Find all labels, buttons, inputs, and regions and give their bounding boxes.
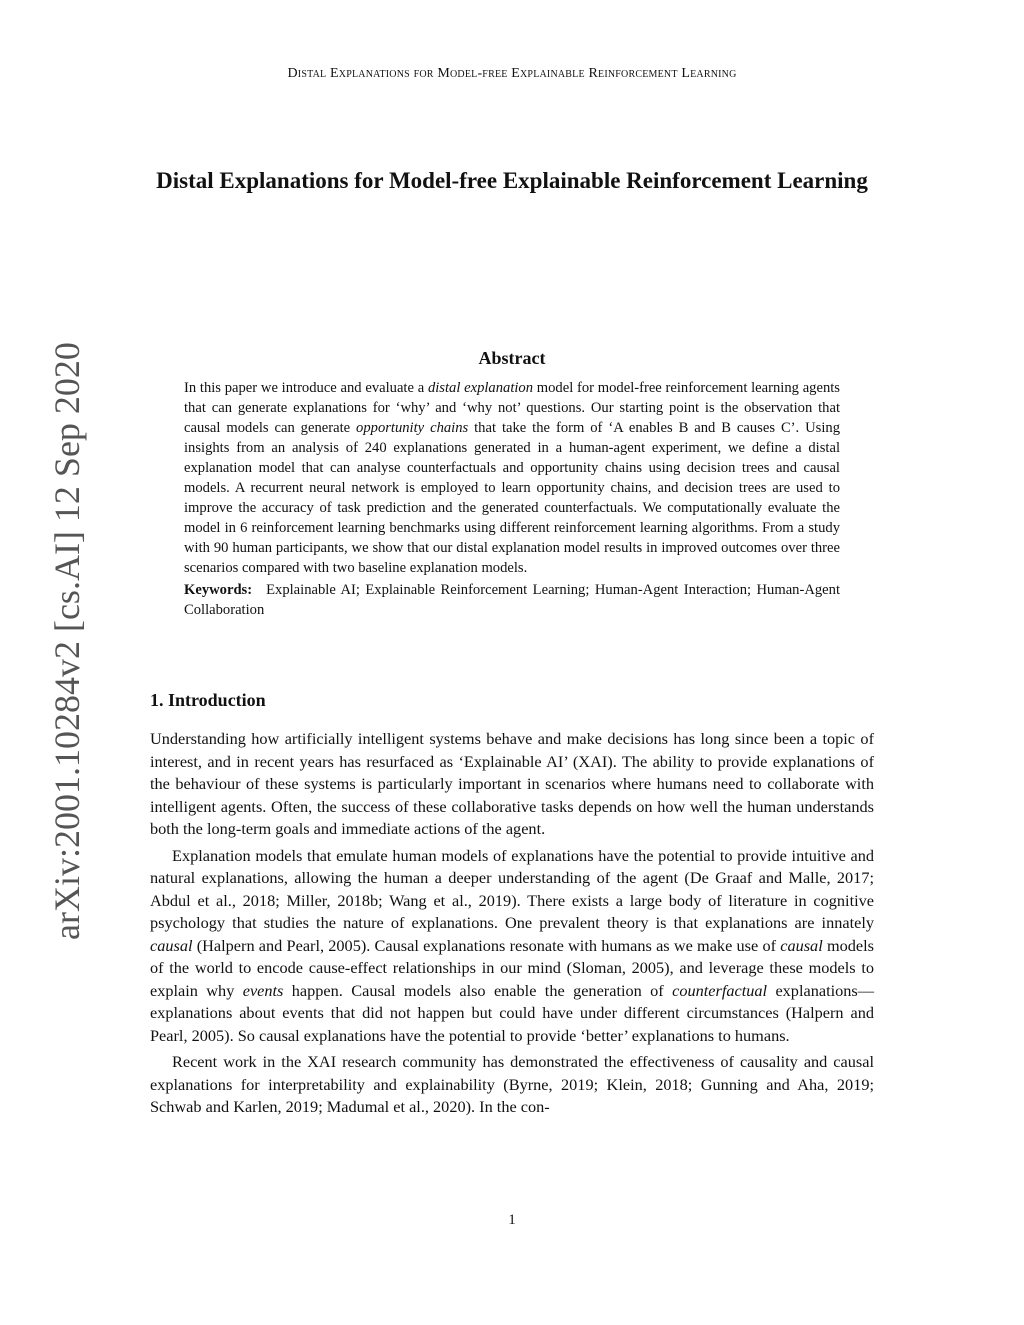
abstract-heading: Abstract bbox=[478, 348, 546, 368]
abstract-emphasis: opportunity chains bbox=[356, 420, 469, 436]
abstract-body bbox=[184, 378, 840, 620]
paragraph-1: Understanding how artificially intelligent systems behave and make decisions has long since been a topic of interest, and in recent years has resurfaced as ‘Explainable AI’ (XAI). The ability to provide explanations of the behaviour of these systems is particularly important in scenarios where humans need to collaborate with intelligent agents. Often, the success of these collaborative tasks depends on how well the human understands both the long-term goals and immediate actions of the agent. bbox=[150, 729, 874, 838]
paragraph-text: (Halpern and Pearl, 2005). Causal explanations resonate with humans as we make use of bbox=[192, 935, 781, 955]
section-heading: 1. Introduction bbox=[150, 690, 266, 710]
keywords-label: Keywords: bbox=[184, 582, 253, 598]
paragraph-emphasis: events bbox=[242, 980, 284, 1000]
running-head: Distal Explanations for Model-free Explainable Reinforcement Learning bbox=[287, 66, 737, 81]
abstract-text: In this paper we introduce and evaluate a bbox=[184, 380, 428, 396]
paragraph-text: explanations—explanations about events that did not happen but could have under different circumstances (Halpern and Pearl, 2005). So causal explanations have the potential to provide ‘better’ explanations to humans. bbox=[150, 980, 875, 1045]
paragraph-text: Explanation models that emulate human models of explanations have the potential to provide intuitive and natural explanations, allowing the human a deeper understanding of the agent (De Graaf and Malle, 2017; Abdul et al., 2018; Miller, 2018b; Wang et al., 2019). There exists a large body of literature in cognitive psychology that studies the nature of explanations. One prevalent theory is that explanations are innately bbox=[150, 845, 874, 932]
page-number: 1 bbox=[508, 1212, 516, 1228]
abstract-text: that take the form of ‘A enables B and B causes C’. Using insights from an analysis of 240 explanations generated in a human-agent experiment, we define a distal explanation model that can analyse counterfactuals and opportunity chains using decision trees and causal models. A recurrent neural network is employed to learn opportunity chains, and decision trees are used to improve the accuracy of task prediction and the generated counterfactuals. We computationally evaluate the model in 6 reinforcement learning benchmarks using different reinforcement learning algorithms. From a study with 90 human participants, we show that our distal explanation model results in improved outcomes over three scenarios compared with two baseline explanation models. bbox=[184, 420, 840, 576]
paragraph-emphasis: causal bbox=[150, 935, 193, 955]
paragraph-text: models of the world to encode cause-effect relationships in our mind (Sloman, 2005), and leverage these models to explain why bbox=[150, 935, 874, 1000]
abstract-text: model for model-free reinforcement learning agents that can generate explanations for ‘why’ and ‘why not’ questions. Our starting point is the observation that causal models can generate bbox=[184, 380, 840, 436]
paper-title: Distal Explanations for Model-free Explainable Reinforcement Learning bbox=[156, 168, 868, 193]
section-body bbox=[150, 728, 874, 1119]
arxiv-stamp bbox=[10, 342, 87, 940]
paragraph-emphasis: counterfactual bbox=[672, 980, 768, 1000]
arxiv-stamp-text: arXiv:2001.10284v2 [cs.AI] 12 Sep 2020 bbox=[47, 342, 87, 940]
paragraph-2 bbox=[150, 845, 874, 1048]
paragraph-emphasis: causal bbox=[780, 935, 823, 955]
abstract-emphasis: distal explanation bbox=[427, 380, 534, 396]
abstract-paragraph bbox=[184, 378, 840, 578]
paragraph-3: Recent work in the XAI research community has demonstrated the effectiveness of causality and causal explanations for interpretability and explainability (Byrne, 2019; Klein, 2018; Gunning and Aha, 2019; Schwab and Karlen, 2019; Madumal et al., 2020). In the con- bbox=[150, 1052, 874, 1116]
paragraph-text: happen. Causal models also enable the generation of bbox=[283, 980, 673, 1000]
keywords bbox=[184, 580, 840, 620]
keywords-text: Explainable AI; Explainable Reinforcement Learning; Human-Agent Interaction; Human-Agent Collaboration bbox=[184, 582, 840, 618]
